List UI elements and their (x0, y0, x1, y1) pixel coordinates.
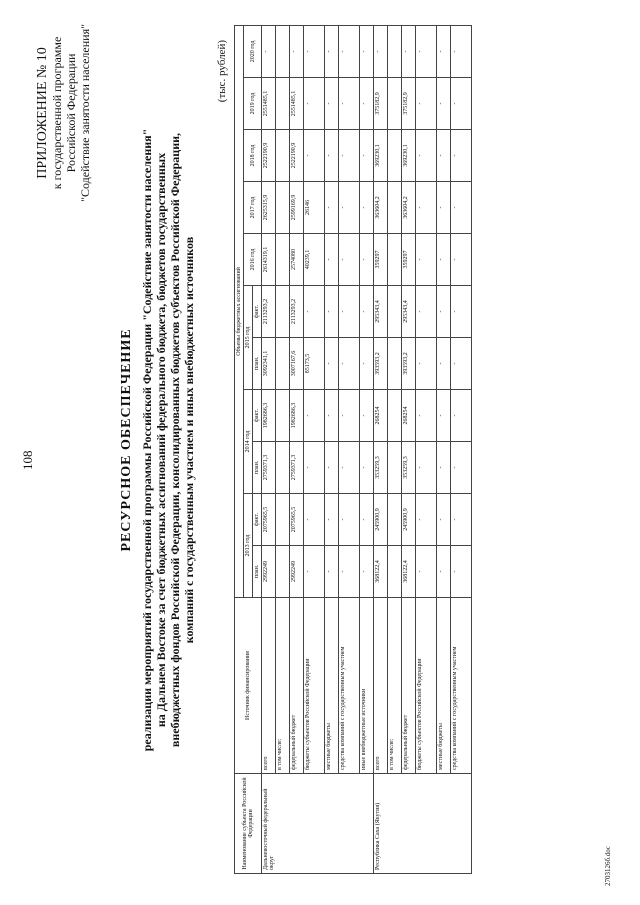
table-row (276, 25, 290, 873)
resource-table (234, 25, 472, 874)
value-cell: 2522190,9 (262, 130, 276, 182)
title-line-4: компаний с государственным участием и иных внебюджетных источников (182, 236, 196, 644)
value-cell: - (262, 25, 276, 77)
value-cell: - (339, 494, 360, 546)
value-cell: 2551485,1 (262, 78, 276, 130)
value-cell: - (339, 182, 360, 234)
value-cell: - (451, 130, 472, 182)
value-cell: 26146 (304, 182, 325, 234)
source-cell: в том числе: (276, 598, 290, 774)
appendix-line-3: Российской Федерации (64, 53, 78, 173)
value-cell: - (437, 390, 451, 442)
value-cell: - (339, 546, 360, 598)
table-row (437, 25, 451, 873)
value-cell (388, 25, 402, 77)
header-subject: Наименование субъекта Российской Федерации (235, 774, 262, 874)
value-cell (276, 25, 290, 77)
value-cell: 295343,4 (374, 286, 388, 338)
table-row (374, 25, 388, 873)
value-cell: - (339, 130, 360, 182)
table-row (416, 25, 437, 873)
header-2019: 2019 год (244, 78, 262, 130)
value-cell: - (325, 25, 339, 77)
value-cell: - (304, 286, 325, 338)
value-cell: - (437, 338, 451, 390)
value-cell: - (304, 442, 325, 494)
value-cell: 3007167,6 (290, 338, 304, 390)
value-cell: - (416, 286, 437, 338)
value-cell: - (325, 494, 339, 546)
value-cell: - (451, 25, 472, 77)
value-cell: - (325, 130, 339, 182)
value-cell: - (360, 494, 374, 546)
table-row (290, 25, 304, 873)
table-row (388, 25, 402, 873)
value-cell: - (339, 338, 360, 390)
value-cell: - (416, 442, 437, 494)
table-row (402, 25, 416, 873)
value-cell: 2574080 (290, 234, 304, 286)
value-cell: 40239,1 (304, 234, 325, 286)
value-cell: 2992249 (262, 546, 276, 598)
value-cell: - (360, 338, 374, 390)
value-cell: 1982686,3 (262, 390, 276, 442)
value-cell: - (339, 78, 360, 130)
value-cell: - (360, 78, 374, 130)
value-cell: - (437, 442, 451, 494)
value-cell: - (325, 182, 339, 234)
value-cell: - (339, 390, 360, 442)
value-cell (388, 130, 402, 182)
value-cell: - (360, 25, 374, 77)
value-cell (276, 494, 290, 546)
source-cell: бюджеты субъектов Российской Федерации (416, 598, 437, 774)
value-cell (276, 338, 290, 390)
value-cell: - (304, 494, 325, 546)
value-cell: - (402, 25, 416, 77)
header-2013-plan: план. (253, 546, 262, 598)
value-cell: - (325, 390, 339, 442)
source-cell: всего (262, 598, 276, 774)
value-cell: - (304, 546, 325, 598)
value-cell: - (360, 182, 374, 234)
value-cell: - (339, 25, 360, 77)
value-cell: - (304, 25, 325, 77)
value-cell: 393593,2 (374, 338, 388, 390)
value-cell (388, 234, 402, 286)
value-cell: 2075965,5 (290, 494, 304, 546)
value-cell: - (360, 234, 374, 286)
value-cell: - (451, 182, 472, 234)
value-cell: - (437, 25, 451, 77)
source-cell: иные внебюджетные источники (360, 598, 374, 774)
header-2013-fact: факт. (253, 494, 262, 546)
value-cell (276, 234, 290, 286)
value-cell (388, 78, 402, 130)
value-cell: - (416, 182, 437, 234)
header-2014-plan: план. (253, 442, 262, 494)
source-cell: бюджеты субъектов Российской Федерации (304, 598, 325, 774)
value-cell: - (339, 234, 360, 286)
value-cell: 363604,2 (402, 182, 416, 234)
table-row (451, 25, 472, 873)
value-cell: 3092341,1 (262, 338, 276, 390)
value-cell: - (416, 25, 437, 77)
value-cell (276, 78, 290, 130)
value-cell: - (416, 234, 437, 286)
appendix-line-2: к государственной программе (50, 36, 64, 190)
header-2015: 2015 год (244, 286, 253, 390)
header-2014-fact: факт. (253, 390, 262, 442)
value-cell: - (374, 25, 388, 77)
value-cell: 353259,3 (374, 442, 388, 494)
value-cell: 359297 (402, 234, 416, 286)
value-cell: - (416, 494, 437, 546)
appendix-number: ПРИЛОЖЕНИЕ № 10 (35, 47, 50, 179)
title-line-1: реализации мероприятий государственной программы Российской Федерации "Содействие занятости населения" (140, 128, 154, 752)
header-2014: 2014 год (244, 390, 253, 494)
value-cell: 2599169,9 (290, 182, 304, 234)
value-cell: 85173,5 (304, 338, 325, 390)
header-2017: 2017 год (244, 182, 262, 234)
value-cell: 2522190,9 (290, 130, 304, 182)
value-cell (276, 546, 290, 598)
value-cell: - (360, 390, 374, 442)
value-cell: 2614319,1 (262, 234, 276, 286)
value-cell: - (451, 234, 472, 286)
subject-cell: Республика Саха (Якутия) (374, 774, 472, 874)
value-cell: - (451, 286, 472, 338)
value-cell: - (437, 130, 451, 182)
footer-filename: 2703126б.doc (604, 846, 612, 886)
header-2015-plan: план. (253, 338, 262, 390)
value-cell: 2992249 (290, 546, 304, 598)
value-cell: - (437, 234, 451, 286)
source-cell: местные бюджеты (437, 598, 451, 774)
page-number: 108 (20, 450, 35, 470)
appendix-line-4: "Содействие занятости населения" (78, 24, 92, 202)
header-source: Источник финансирования (235, 598, 262, 774)
table-row (262, 25, 276, 873)
value-cell: 2113293,2 (290, 286, 304, 338)
value-cell: 359297 (374, 234, 388, 286)
value-cell: - (416, 546, 437, 598)
value-cell: - (325, 234, 339, 286)
title-line-3: внебюджетных фондов Российской Федерации, консолидированных бюджетов субъектов Российской Федерации, (168, 132, 182, 748)
value-cell (388, 494, 402, 546)
value-cell: - (451, 78, 472, 130)
header-2020: 2020 год (244, 25, 262, 77)
value-cell: 2759371,3 (262, 442, 276, 494)
value-cell: - (451, 338, 472, 390)
subject-cell: Дальневосточный федеральный округ (262, 774, 374, 874)
value-cell: 375182,9 (374, 78, 388, 130)
source-cell: всего (374, 598, 388, 774)
value-cell (276, 182, 290, 234)
value-cell: - (325, 338, 339, 390)
value-cell: 268254 (402, 390, 416, 442)
value-cell: 245900,9 (402, 494, 416, 546)
value-cell: - (437, 182, 451, 234)
value-cell (276, 442, 290, 494)
value-cell: - (451, 390, 472, 442)
value-cell (388, 338, 402, 390)
value-cell: 375182,9 (402, 78, 416, 130)
value-cell: - (437, 78, 451, 130)
value-cell: - (325, 78, 339, 130)
header-2018: 2018 год (244, 130, 262, 182)
value-cell: 2113293,2 (262, 286, 276, 338)
value-cell (388, 442, 402, 494)
rotated-content (8, 10, 618, 890)
value-cell: - (339, 286, 360, 338)
value-cell: 369230,1 (374, 130, 388, 182)
value-cell: 368122,4 (402, 546, 416, 598)
value-cell: - (304, 390, 325, 442)
value-cell: - (416, 78, 437, 130)
value-cell: - (360, 546, 374, 598)
value-cell: - (437, 286, 451, 338)
value-cell: 368122,4 (374, 546, 388, 598)
value-cell (276, 130, 290, 182)
value-cell: - (304, 78, 325, 130)
value-cell: - (304, 130, 325, 182)
value-cell: 268254 (374, 390, 388, 442)
value-cell: 295343,4 (402, 286, 416, 338)
value-cell: - (360, 442, 374, 494)
source-cell: средства компаний с государственным участием (451, 598, 472, 774)
title-line-2: на Дальнем Востоке за счет бюджетных ассигнований федерального бюджета, бюджетов государственных (154, 152, 168, 728)
value-cell: - (451, 546, 472, 598)
value-cell (276, 286, 290, 338)
value-cell: 1982686,3 (290, 390, 304, 442)
source-cell: федеральный бюджет (402, 598, 416, 774)
value-cell: - (360, 286, 374, 338)
appendix-heading (36, 24, 92, 202)
value-cell: - (416, 130, 437, 182)
value-cell: 369230,1 (402, 130, 416, 182)
source-cell: федеральный бюджет (290, 598, 304, 774)
value-cell: - (290, 25, 304, 77)
value-cell: - (325, 546, 339, 598)
table-row (304, 25, 325, 873)
source-cell: средства компаний с государственным участием (339, 598, 360, 774)
value-cell: - (339, 442, 360, 494)
table-row (360, 25, 374, 873)
value-cell (276, 390, 290, 442)
value-cell: - (437, 494, 451, 546)
source-cell: местные бюджеты (325, 598, 339, 774)
units-label: (тыс. рублей) (216, 40, 228, 103)
value-cell: 363604,2 (374, 182, 388, 234)
value-cell: - (416, 338, 437, 390)
value-cell: 2551485,1 (290, 78, 304, 130)
title-main: РЕСУРСНОЕ ОБЕСПЕЧЕНИЕ (119, 328, 134, 552)
document-title (120, 90, 196, 790)
value-cell (388, 390, 402, 442)
value-cell: 353259,3 (402, 442, 416, 494)
value-cell: 2759371,3 (290, 442, 304, 494)
value-cell (388, 546, 402, 598)
table-row (339, 25, 360, 873)
table-row (325, 25, 339, 873)
value-cell: 2075965,5 (262, 494, 276, 546)
source-cell: в том числе: (388, 598, 402, 774)
value-cell: - (416, 390, 437, 442)
header-2016: 2016 год (244, 234, 262, 286)
header-volumes: Объемы бюджетных ассигнований (235, 25, 244, 597)
header-2013: 2013 год (244, 494, 253, 598)
value-cell: - (437, 546, 451, 598)
value-cell (388, 182, 402, 234)
value-cell: - (451, 442, 472, 494)
value-cell (388, 286, 402, 338)
value-cell: 245900,9 (374, 494, 388, 546)
value-cell: - (325, 286, 339, 338)
value-cell: - (325, 442, 339, 494)
value-cell: 2625315,9 (262, 182, 276, 234)
value-cell: - (451, 494, 472, 546)
value-cell: 393593,2 (402, 338, 416, 390)
value-cell: - (360, 130, 374, 182)
header-2015-fact: факт. (253, 286, 262, 338)
